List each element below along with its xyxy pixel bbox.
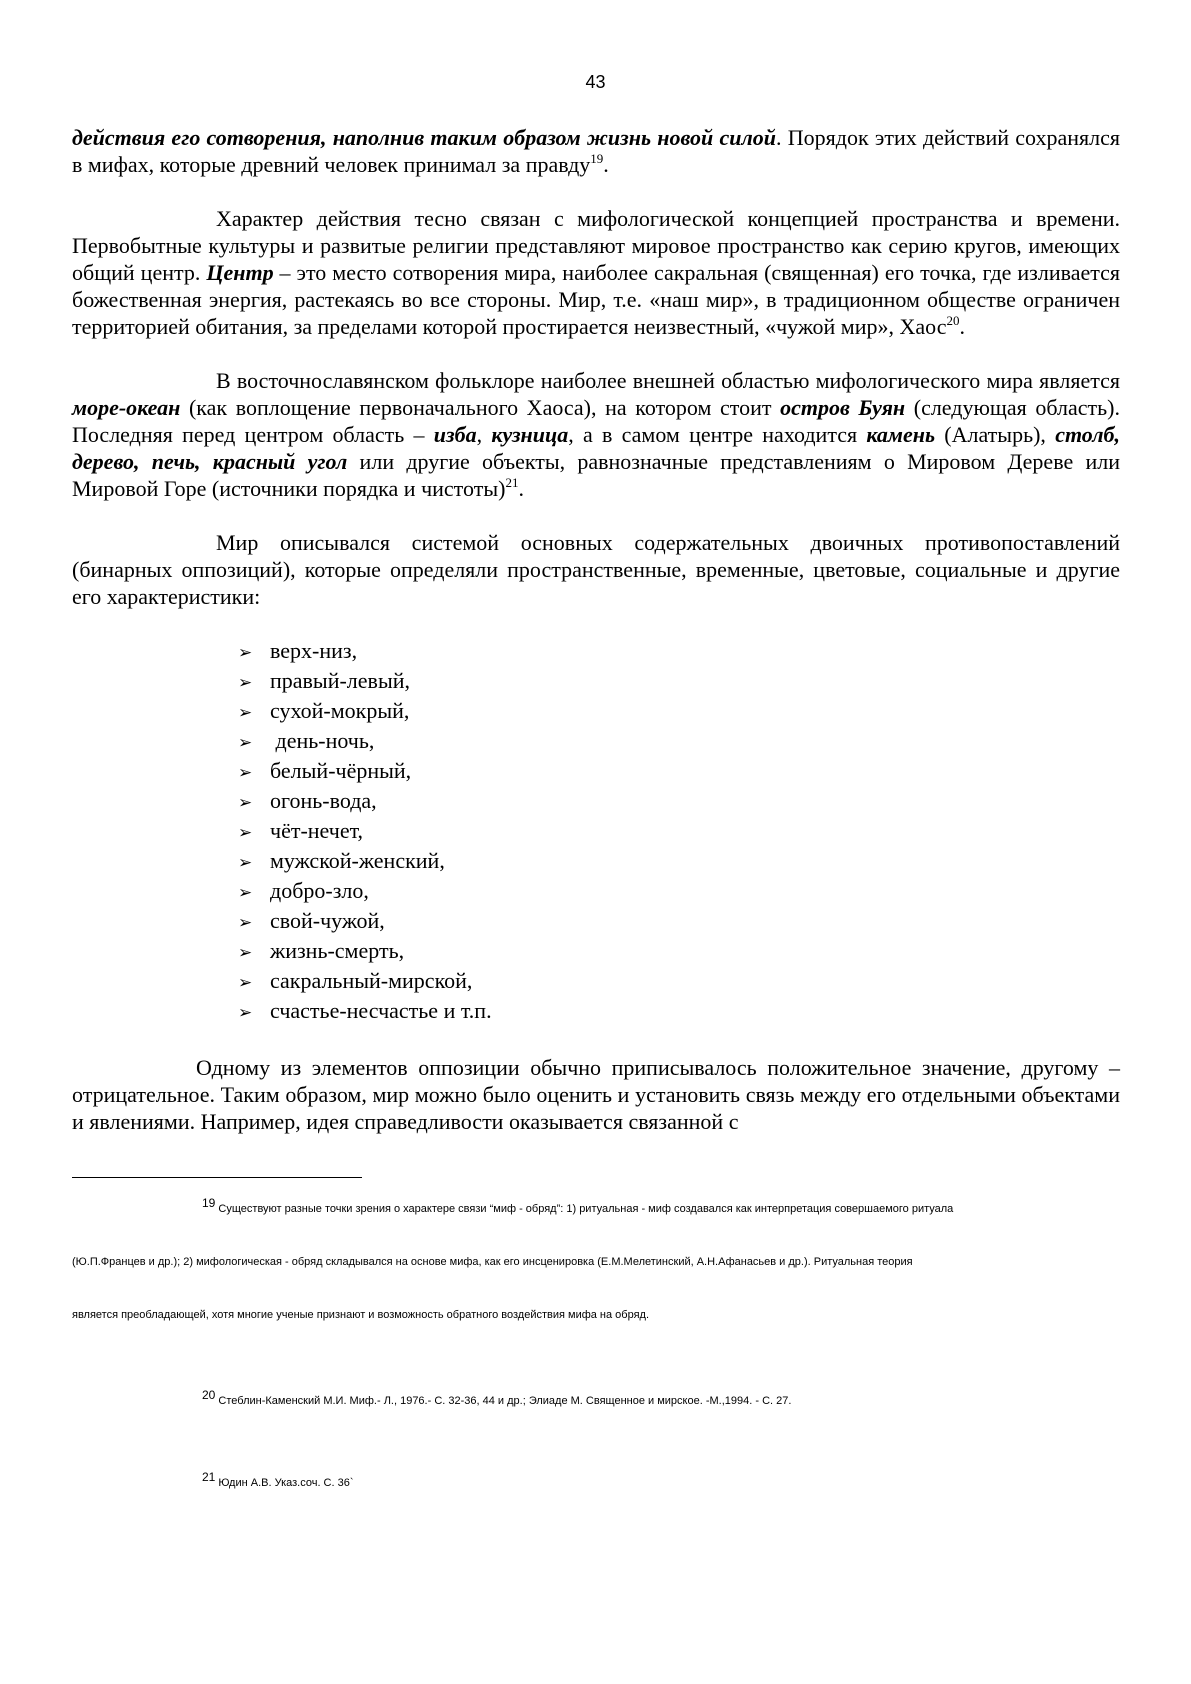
list-item: [238, 757, 1120, 787]
emphasis-text: действия его сотворения, наполнив таким образом жизнь новой силой: [72, 125, 777, 150]
list-item-text: день-ночь,: [270, 728, 375, 753]
emphasis-text: камень: [866, 422, 936, 447]
footnote-ref-21[interactable]: 21: [505, 475, 519, 490]
arrowhead-bullet-icon: ➢: [238, 703, 253, 723]
list-item-text: жизнь-смерть,: [270, 938, 405, 963]
list-item: [238, 937, 1120, 967]
list-item: [238, 817, 1120, 847]
paragraph-text: . Порядок этих действий сохранялся в мифах, которые древний человек принимал за правду: [72, 125, 1120, 177]
footnote-19-line-1: [72, 1196, 1120, 1215]
arrowhead-bullet-icon: ➢: [238, 763, 253, 783]
paragraph-text: (Алатырь),: [935, 422, 1056, 447]
arrowhead-bullet-icon: ➢: [238, 793, 253, 813]
footnote-20: [72, 1388, 1120, 1407]
oppositions-list: [72, 637, 1120, 1027]
list-item: [238, 637, 1120, 667]
footnote-ref-19[interactable]: 19: [590, 151, 604, 166]
paragraph-text: Характер действия тесно связан с мифологической концепцией пространства и времени. Первобытные культуры и развитые религии представляют мировое пространство как серию кругов, имеющих общий центр.: [72, 206, 1120, 285]
list-item-text: сакральный-мирской,: [270, 968, 473, 993]
punctuation: .: [518, 476, 524, 501]
arrowhead-bullet-icon: ➢: [238, 853, 253, 873]
arrowhead-bullet-icon: ➢: [238, 883, 253, 903]
footnote-separator: [72, 1177, 362, 1178]
emphasis-text: Центр: [206, 260, 274, 285]
paragraph-text: (как воплощение первоначального Хаоса), на котором стоит: [180, 395, 781, 420]
paragraph-text: , а в самом центре находится: [568, 422, 867, 447]
punctuation: .: [959, 314, 965, 339]
emphasis-text: столб, дерево, печь, красный угол: [72, 422, 1120, 474]
list-item-text: счастье-несчастье и т.п.: [270, 998, 492, 1023]
list-item-text: сухой-мокрый,: [270, 698, 410, 723]
list-item: [238, 787, 1120, 817]
footnote-number: 19: [202, 1196, 216, 1210]
paragraph-text: – это место сотворения мира, наиболее сакральная (священная) его точка, где изливается божественная энергия, растекаясь во все стороны. Мир, т.е. «наш мир», в традиционном обществе ограничен территорией обитания, за пределами которой простирается неизвестный, «чужой мир», Хаос: [72, 260, 1121, 339]
footnote-text: Стеблин-Каменский М.И. Миф.- Л., 1976.- С. 32-36, 44 и др.; Элиаде М. Священное и мирское. -М.,1994. - С. 27.: [218, 1395, 792, 1407]
paragraph-text: (следующая область). Последняя перед центром область –: [72, 395, 1120, 447]
footnote-ref-20[interactable]: 20: [946, 313, 960, 328]
paragraph-1: [72, 124, 1120, 178]
arrowhead-bullet-icon: ➢: [238, 823, 253, 843]
page-number: 43: [585, 72, 606, 92]
list-item: [238, 877, 1120, 907]
paragraph-2: [72, 205, 1120, 340]
emphasis-text: кузница: [491, 422, 569, 447]
emphasis-text: остров Буян: [780, 395, 906, 420]
arrowhead-bullet-icon: ➢: [238, 643, 253, 663]
list-item: [238, 697, 1120, 727]
arrowhead-bullet-icon: ➢: [238, 673, 253, 693]
list-item: [238, 847, 1120, 877]
footnote-text: Юдин А.В. Указ.соч. С. 36`: [218, 1477, 354, 1489]
list-item-text: огонь-вода,: [270, 788, 377, 813]
footnote-number: 20: [202, 1388, 216, 1402]
arrowhead-bullet-icon: ➢: [238, 913, 253, 933]
list-item: [238, 727, 1120, 757]
list-item-text: свой-чужой,: [270, 908, 385, 933]
paragraph-4: Мир описывался системой основных содержательных двоичных противопоставлений (бинарных оппозиций), которые определяли пространственные, временные, цветовые, социальные и другие его характеристики:: [72, 530, 1120, 609]
paragraph-5: Одному из элементов оппозиции обычно приписывалось положительное значение, другому – отрицательное. Таким образом, мир можно было оценить и установить связь между его отдельными объектами и явлениями. Например, идея справедливости оказывается связанной с: [72, 1055, 1120, 1134]
emphasis-text: море-океан: [72, 395, 181, 420]
emphasis-text: изба: [433, 422, 477, 447]
paragraph-text: ,: [476, 422, 492, 447]
paragraph-text: В восточнославянском фольклоре наиболее внешней областью мифологического мира является: [216, 368, 1120, 393]
arrowhead-bullet-icon: ➢: [238, 973, 253, 993]
footnote-text: Существуют разные точки зрения о характере связи “миф - обряд”: 1) ритуальная - миф создавался как интерпретация совершаемого ритуала: [218, 1203, 954, 1215]
punctuation: .: [603, 152, 609, 177]
footnote-19-line-3: является преобладающей, хотя многие ученые признают и возможность обратного воздействия мифа на обряд.: [72, 1309, 650, 1321]
list-item-text: белый-чёрный,: [270, 758, 412, 783]
paragraph-3: [72, 367, 1120, 502]
list-item-text: чёт-нечет,: [270, 818, 364, 843]
list-item-text: добро-зло,: [270, 878, 369, 903]
arrowhead-bullet-icon: ➢: [238, 1003, 253, 1023]
arrowhead-bullet-icon: ➢: [238, 943, 253, 963]
list-item: [238, 997, 1120, 1027]
paragraph-text: или другие объекты, равнозначные представлениям о Мировом Дереве или Мировой Горе (источники порядка и чистоты): [72, 449, 1120, 501]
list-item-text: мужской-женский,: [270, 848, 445, 873]
list-item: [238, 667, 1120, 697]
footnote-number: 21: [202, 1470, 216, 1484]
arrowhead-bullet-icon: ➢: [238, 733, 253, 753]
footnote-21: [72, 1470, 1120, 1489]
main-text: [72, 124, 1120, 1135]
list-item-text: верх-низ,: [270, 638, 358, 663]
list-item: [238, 907, 1120, 937]
list-item: [238, 967, 1120, 997]
footnote-19-line-2: (Ю.П.Францев и др.); 2) мифологическая - обряд складывался на основе мифа, как его инсценировка (Е.М.Мелетинский, А.Н.Афанасьев и др.). Ритуальная теория: [72, 1256, 913, 1268]
list-item-text: правый-левый,: [270, 668, 410, 693]
